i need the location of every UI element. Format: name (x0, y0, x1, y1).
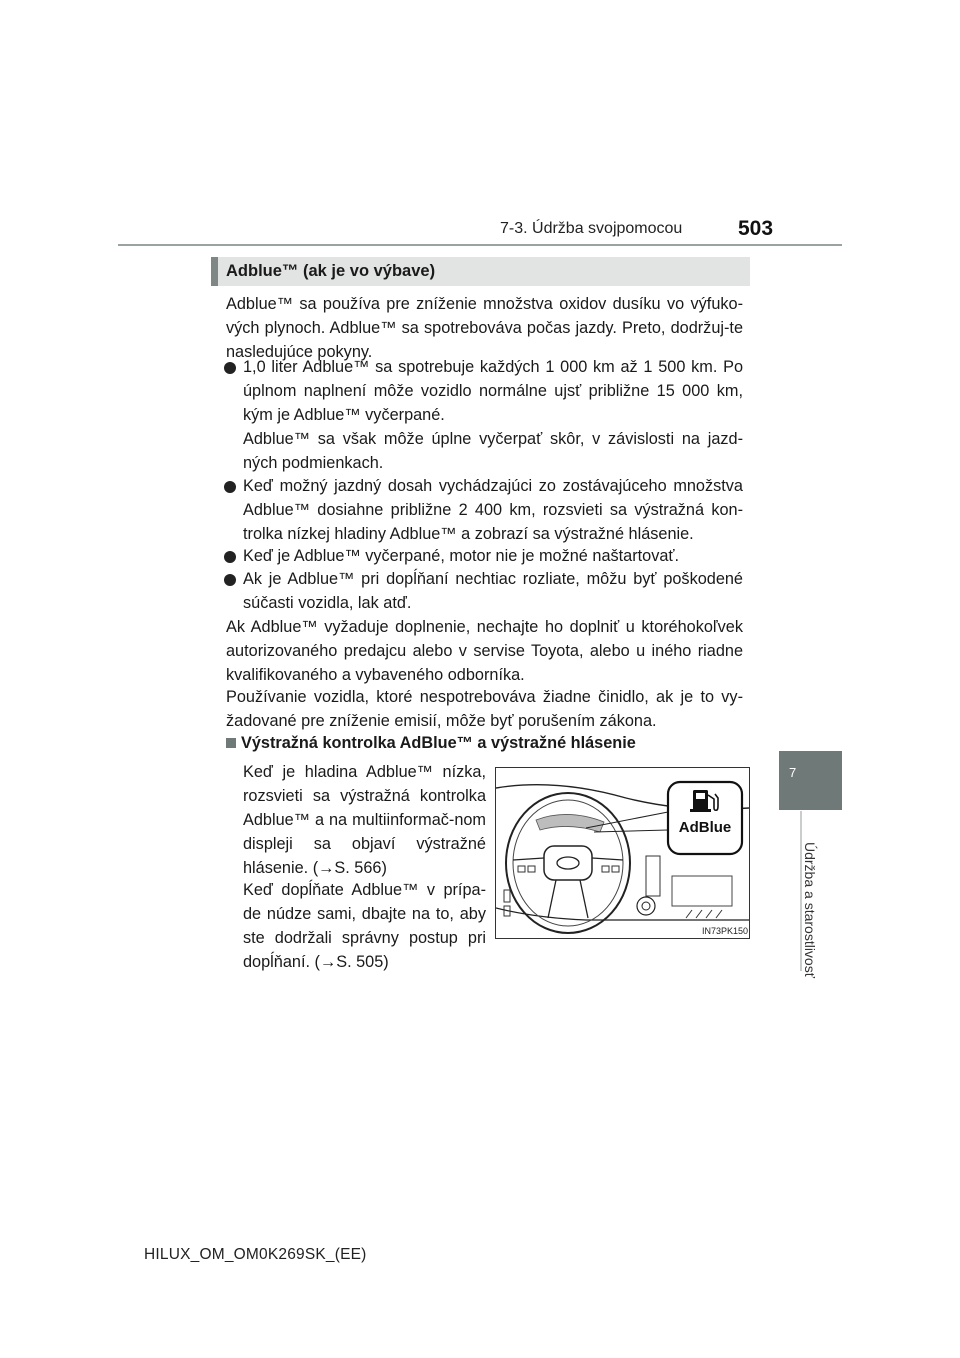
dashboard-drawing (496, 768, 749, 938)
chapter-number: 7 (789, 765, 797, 780)
header-divider (118, 244, 842, 246)
page-number: 503 (738, 217, 774, 240)
figure-code: IN73PK150 (702, 926, 749, 936)
dashboard-illustration (495, 767, 750, 939)
legal-paragraph: Používanie vozidla, ktoré nespotrebováva žiadne činidlo, ak je to vy-žadované pre zníženie emisií, môže byť porušením zákona. (226, 688, 743, 730)
service-paragraph: Ak Adblue™ vyžaduje doplnenie, nechajte ho doplniť u ktoréhokoľvek autorizovaného predajcu alebo v servise Toyota, alebo u iného riadne kvalifikovaného a vybaveného odborníka. (226, 618, 743, 684)
section-heading: Adblue™ (ak je vo výbave) (226, 262, 436, 280)
bullet-consumption-note: Adblue™ sa však môže úplne vyčerpať skôr, v závislosti na jazd-ných podmienkach. (243, 430, 743, 472)
refill-paragraph: Keď dopĺňate Adblue™ v prípa-de núdze sami, dbajte na to, aby ste dodržali správny postup pri dopĺňaní. (→S. 505) (243, 881, 486, 971)
chapter-title: Údržba a starostlivosť (802, 842, 818, 978)
bullet-range-warning: Keď možný jazdný dosah vychádzajúci zo zostávajúceho množstva Adblue™ dosiahne približne 2 400 km, rozsvieti sa výstražná kon-trolka nízkej hladiny Adblue™ a zobrazí sa výstražné hlásenie. (243, 477, 743, 543)
bullet-icon (224, 551, 236, 563)
bullet-icon (224, 362, 236, 374)
warning-light-paragraph: Keď je hladina Adblue™ nízka, rozsvieti sa výstražná kontrolka Adblue™ a na multiinformač-nom displeji sa objaví výstražné hlásenie. (→S. 566) (243, 763, 486, 877)
subsection-marker (226, 738, 236, 748)
section-heading-marker (211, 257, 218, 286)
bullet-icon (224, 574, 236, 586)
section-title: 7-3. Údržba svojpomocou (500, 220, 683, 237)
bullet-consumption: 1,0 liter Adblue™ sa spotrebuje každých 1 000 km až 1 500 km. Po úplnom naplnení môže vozidlo normálne ujsť približne 15 000 km, kým je Adblue™ vyčerpané. (243, 358, 743, 424)
chapter-tab (779, 751, 842, 810)
bullet-spill: Ak je Adblue™ pri dopĺňaní nechtiac rozliate, môžu byť poškodené súčasti vozidla, lak atď. (243, 570, 743, 612)
subsection-heading: Výstražná kontrolka AdBlue™ a výstražné hlásenie (241, 734, 636, 752)
intro-paragraph: Adblue™ sa používa pre zníženie množstva oxidov dusíku vo výfuko-vých plynoch. Adblue™ sa spotrebováva počas jazdy. Preto, dodržuj-te nasledujúce pokyny. (226, 295, 743, 361)
document-code: HILUX_OM_OM0K269SK_(EE) (144, 1246, 367, 1263)
bullet-engine-start: Keď je Adblue™ vyčerpané, motor nie je možné naštartovať. (243, 547, 680, 565)
adblue-icon-label: AdBlue (678, 819, 732, 836)
bullet-icon (224, 481, 236, 493)
